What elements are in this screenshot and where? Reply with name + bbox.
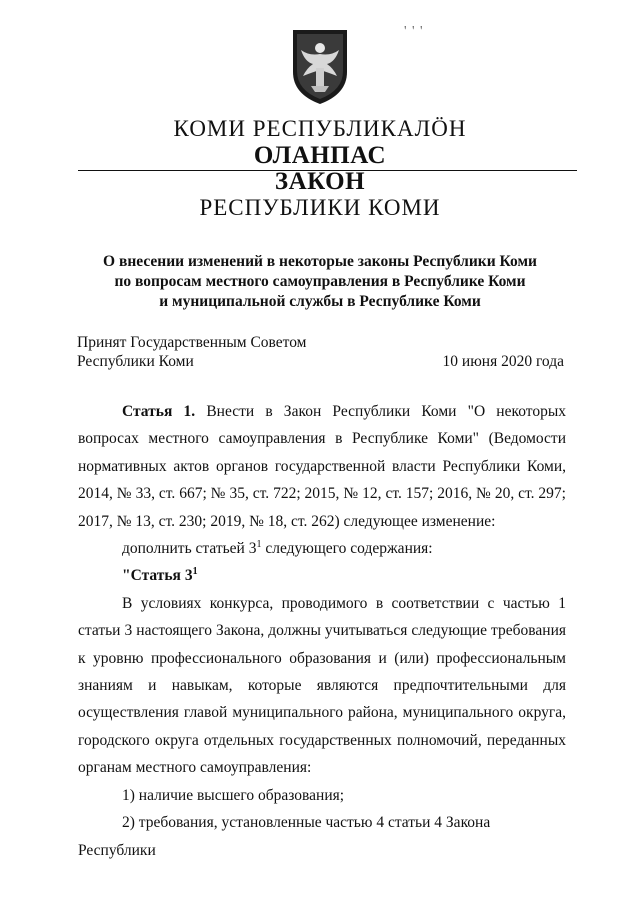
law-title <box>60 252 580 312</box>
supplement-text: дополнить статьей 3 <box>122 540 257 558</box>
law-title-line-2: по вопросам местного самоуправления в Республике Коми <box>114 273 526 290</box>
coat-of-arms-emblem <box>287 26 353 106</box>
adopted-by <box>77 333 307 371</box>
article-1 <box>78 398 566 535</box>
article-3-1-heading <box>78 562 566 589</box>
article-1-text: Внести в Закон Республики Коми "О некоторых вопросах местного самоуправления в Республике Коми" (Ведомости нормативных актов органов государственной власти Республики Коми, 2014, № 33, ст. 667; № 35, ст. 722; 2015, № 12, ст. 157; 2016, № 20, ст. 297; 2017, № 13, ст. 230; 2019, № 18, ст. 262) следующее изменение: <box>78 403 567 530</box>
header-olanpas: ОЛАНПАС <box>253 142 387 169</box>
conditions-paragraph: В условиях конкурса, проводимого в соответствии с частью 1 статьи 3 настоящего Закона, должны учитываться следующие требования к уровню профессионального образования и (или) профессиональным знаниям и навыкам, которые являются предпочтительными для осуществления главой муниципального района, муниципального округа, городского округа отдельных государственных полномочий, переданных органам местного самоуправления: <box>78 594 566 777</box>
adoption-date: 10 июня 2020 года <box>442 353 564 370</box>
header-komi-republic: КОМИ РЕСПУБЛИКАЛÖН <box>173 116 467 141</box>
adopted-by-line-2: Республики Коми <box>77 353 194 370</box>
header-republic-komi: РЕСПУБЛИКИ КОМИ <box>199 195 441 220</box>
corner-mark: ' ' ' <box>404 24 424 39</box>
list-item: 2) требования, установленные частью 4 статьи 4 Закона Республики <box>78 814 491 859</box>
law-title-line-1: О внесении изменений в некоторые законы Республики Коми <box>103 253 537 270</box>
law-body <box>78 398 566 864</box>
header-zakon: ЗАКОН <box>274 168 366 195</box>
article-3-1-sup: 1 <box>192 566 198 578</box>
article-3-1-label: "Статья 3 <box>122 567 193 585</box>
article-1-label: Статья 1. <box>122 403 196 420</box>
supplement-sup: 1 <box>256 538 262 550</box>
supplement-line <box>78 535 566 562</box>
list-item: 1) наличие высшего образования; <box>122 786 345 804</box>
supplement-text-after: следующего содержания: <box>261 540 433 558</box>
adopted-by-line-1: Принят Государственным Советом <box>77 334 307 351</box>
law-title-line-3: и муниципальной службы в Республике Коми <box>159 293 481 310</box>
